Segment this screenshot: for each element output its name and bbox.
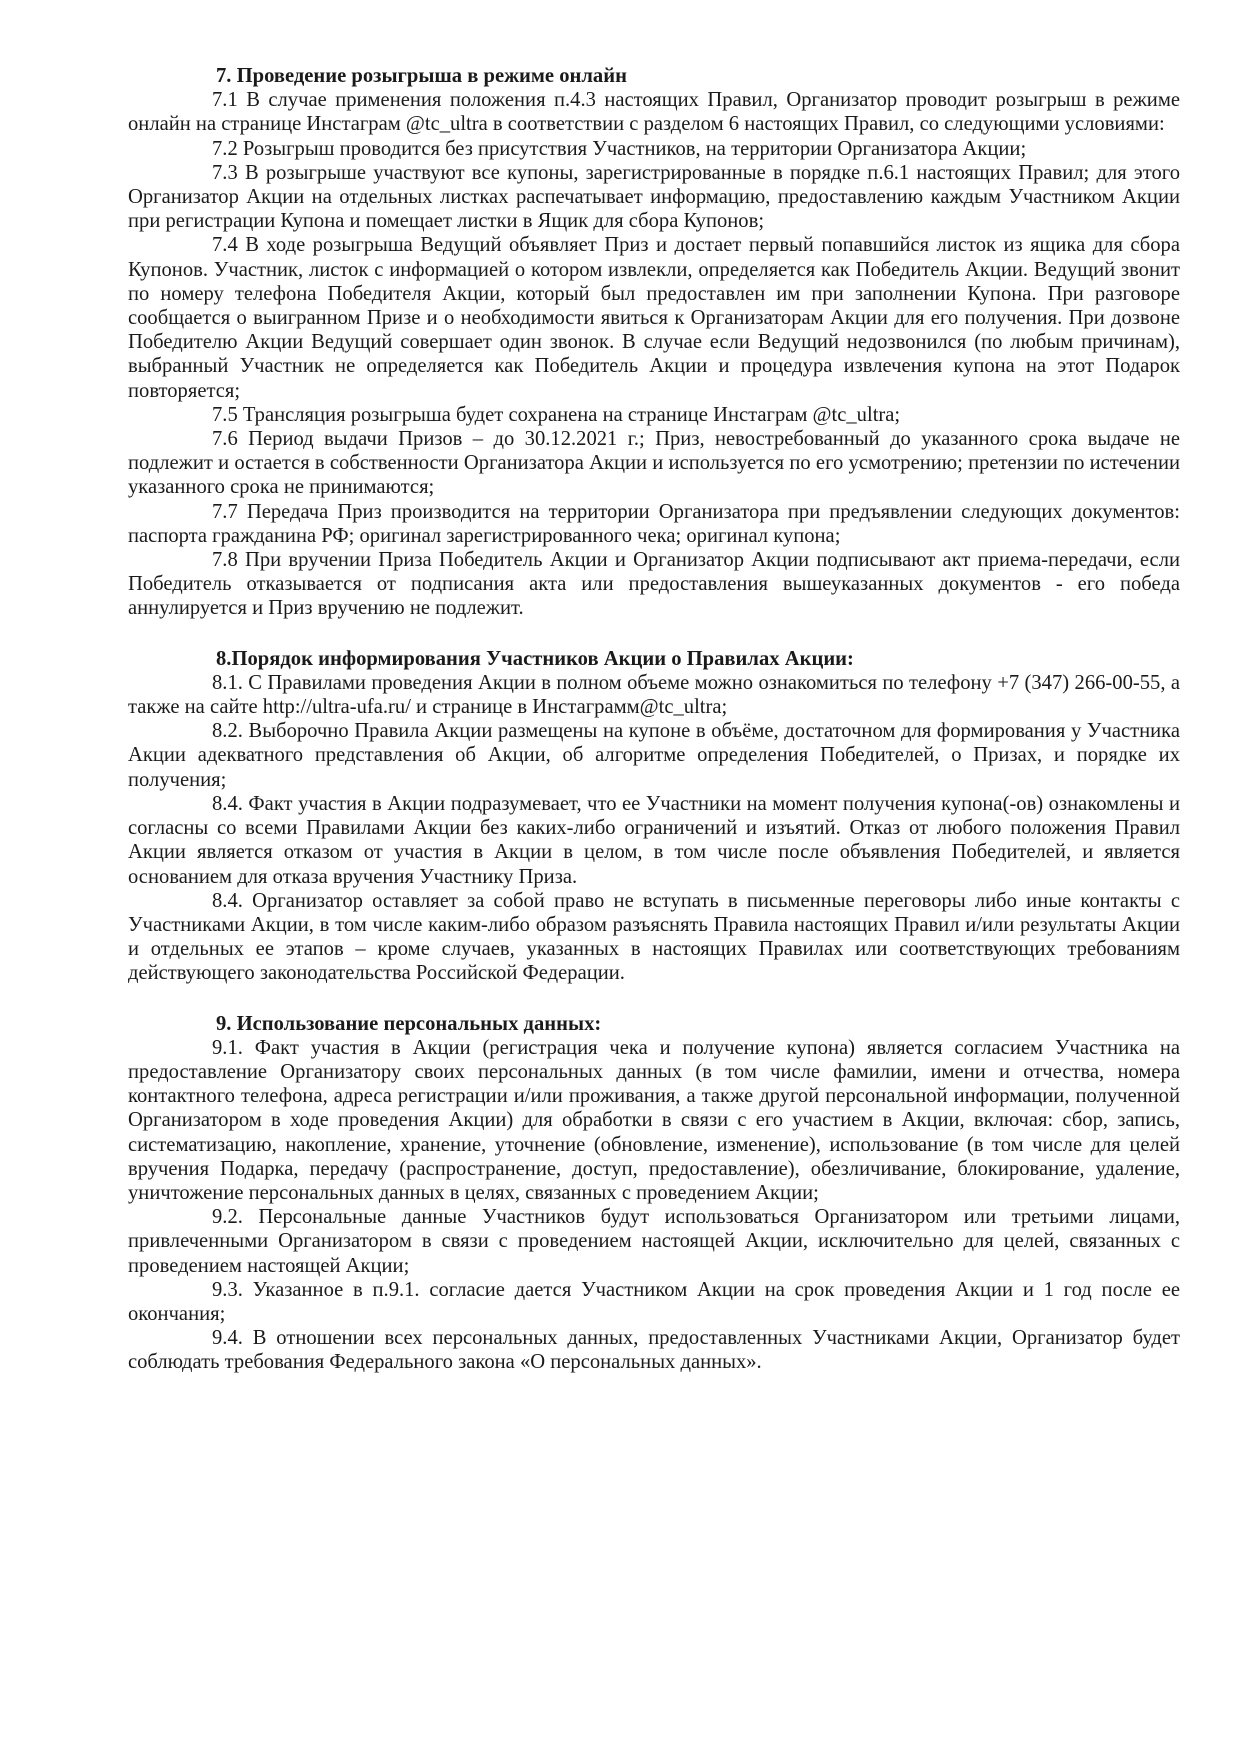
document-page bbox=[128, 64, 1180, 1375]
paragraph: 9.4. В отношении всех персональных данных, предоставленных Участниками Акции, Организатор будет соблюдать требования Федерального закона «О персональных данных». bbox=[128, 1327, 1180, 1374]
paragraph: 7.5 Трансляция розыгрыша будет сохранена на странице Инстаграм @tc_ultra; bbox=[212, 403, 901, 426]
paragraph: 7.7 Передача Приз производится на территории Организатора при предъявлении следующих документов: паспорта гражданина РФ; оригинал зарегистрированного чека; оригинал купона; bbox=[128, 500, 1180, 547]
paragraph: 9.3. Указанное в п.9.1. согласие дается Участником Акции на срок проведения Акции и 1 год после ее окончания; bbox=[128, 1278, 1180, 1325]
section-7-online-draw bbox=[128, 64, 1180, 621]
paragraph: 7.1 В случае применения положения п.4.3 настоящих Правил, Организатор проводит розыгрыш в режиме онлайн на странице Инстаграм @tc_ultra в соответствии с разделом 6 настоящих Правил, со следующими условиями: bbox=[128, 89, 1180, 136]
paragraph: 7.4 В ходе розыгрыша Ведущий объявляет Приз и достает первый попавшийся листок из ящика для сбора Купонов. Участник, листок с информацией о котором извлекли, определяется как Победитель Акции. Ведущий звонит по номеру телефона Победителя Акции, который был предоставлен им при заполнении Купона. При разговоре сообщается о выигранном Призе и о необходимости явиться к Организаторам Акции для его получения. При дозвоне Победителю Акции Ведущий совершает один звонок. В случае если Ведущий недозвонился (по любым причинам), выбранный Участник не определяется как Победитель Акции и процедура извлечения купона на этот Подарок повторяется; bbox=[128, 234, 1180, 402]
paragraph: 7.2 Розыгрыш проводится без присутствия Участников, на территории Организатора Акции; bbox=[212, 137, 1027, 160]
paragraph: 8.4. Организатор оставляет за собой право не вступать в письменные переговоры либо иные контакты с Участниками Акции, в том числе каким-либо образом разъяснять Правила настоящих Правил и/или результаты Акции и отдельных ее этапов – кроме случаев, указанных в настоящих Правилах или соответствующих требованиям действующего законодательства Российской Федерации. bbox=[128, 889, 1180, 985]
paragraph: 8.2. Выборочно Правила Акции размещены на купоне в объёме, достаточном для формирования у Участника Акции адекватного представления об Акции, об алгоритме определения Победителей, о Призах, и порядке их получения; bbox=[128, 720, 1180, 791]
paragraph: 7.6 Период выдачи Призов – до 30.12.2021 г.; Приз, невостребованный до указанного срока выдаче не подлежит и остается в собственности Организатора Акции и используется по его усмотрению; претензии по истечении указанного срока не принимаются; bbox=[128, 428, 1180, 499]
section-9-personal-data bbox=[128, 1012, 1180, 1375]
section-8-informing-participants bbox=[128, 647, 1180, 986]
paragraph: 8.1. С Правилами проведения Акции в полном объеме можно ознакомиться по телефону +7 (347) 266-00-55, а также на сайте http://ultra-ufa.ru/ и странице в Инстаграмм@tc_ultra; bbox=[128, 671, 1180, 719]
paragraph: 9.1. Факт участия в Акции (регистрация чека и получение купона) является согласием Участника на предоставление Организатору своих персональных данных (в том числе фамилии, имени и отчества, номера контактного телефона, адреса регистрации и/или проживания, а также другой персональной информации, полученной Организатором в ходе проведения Акции) для обработки в связи с его участием в Акции, включая: сбор, запись, систематизацию, накопление, хранение, уточнение (обновление, изменение), использование (в том числе для целей вручения Подарка, передачу (распространение, доступ, предоставление), обезличивание, блокирование, удаление, уничтожение персональных данных в целях, связанных с проведением Акции; bbox=[128, 1036, 1180, 1204]
section-heading: 9. Использование персональных данных: bbox=[216, 1012, 602, 1035]
section-heading: 8.Порядок информирования Участников Акции о Правилах Акции: bbox=[216, 647, 854, 670]
paragraph: 8.4. Факт участия в Акции подразумевает, что ее Участники на момент получения купона(-ов) ознакомлены и согласны со всеми Правилами Акции без каких-либо ограничений и изъятий. Отказ от любого положения Правил Акции является отказом от участия в Акции в целом, в том числе после объявления Победителей, и является основанием для отказа вручения Участнику Приза. bbox=[128, 792, 1180, 888]
paragraph: 7.8 При вручении Приза Победитель Акции и Организатор Акции подписывают акт приема-передачи, если Победитель отказывается от подписания акта или предоставления вышеуказанных документов - его победа аннулируется и Приз вручению не подлежит. bbox=[128, 549, 1180, 620]
paragraph: 7.3 В розыгрыше участвуют все купоны, зарегистрированные в порядке п.6.1 настоящих Правил; для этого Организатор Акции на отдельных листках распечатывает информацию, предоставлению каждым Участником Акции при регистрации Купона и помещает листки в Ящик для сбора Купонов; bbox=[128, 161, 1180, 233]
section-heading: 7. Проведение розыгрыша в режиме онлайн bbox=[216, 65, 627, 87]
paragraph: 9.2. Персональные данные Участников будут использоваться Организатором или третьими лицами, привлеченными Организатором в связи с проведением настоящей Акции, исключительно для целей, связанных с проведением настоящей Акции; bbox=[128, 1206, 1180, 1277]
